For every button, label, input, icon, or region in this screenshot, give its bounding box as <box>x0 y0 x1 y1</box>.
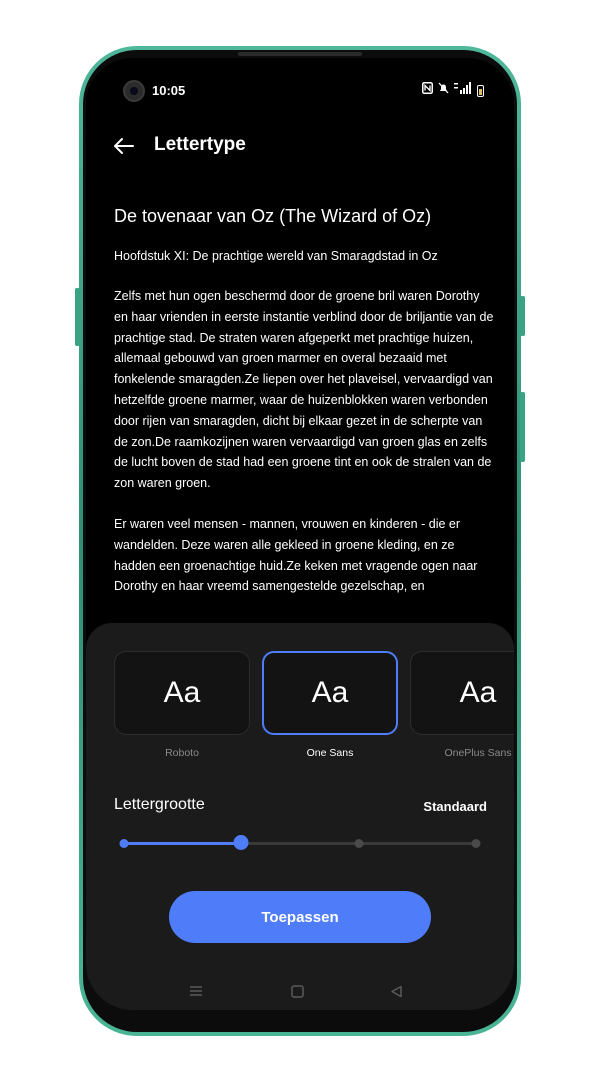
status-time: 10:05 <box>152 83 186 98</box>
font-size-value: Standaard <box>423 799 487 814</box>
font-size-slider[interactable] <box>124 836 476 850</box>
back-icon[interactable] <box>386 983 406 999</box>
page-title: Lettertype <box>154 134 246 155</box>
font-settings-sheet <box>86 623 514 1010</box>
slider-fill <box>124 842 241 845</box>
status-icons <box>422 82 484 99</box>
font-option-one-sans[interactable]: Aa <box>262 651 398 735</box>
home-icon[interactable] <box>287 983 307 999</box>
earpiece-speaker <box>238 52 362 56</box>
article-preview <box>114 204 494 617</box>
slider-step-dot[interactable] <box>354 839 363 848</box>
slider-step-dot[interactable] <box>120 839 129 848</box>
font-option-label: One Sans <box>306 747 354 759</box>
front-camera <box>123 80 145 102</box>
apply-button[interactable]: Toepassen <box>169 891 431 943</box>
volume-button <box>75 288 80 346</box>
paragraph: Er waren veel mensen - mannen, vrouwen en kinderen - die er wandelden. Deze waren alle gekleed in groene kleding, en ze hadden een groenachtige huid.Ze keken met vragende ogen naar Dorothy en haar vreemd samengestelde gezelschap, en <box>114 516 478 594</box>
chapter-title: Hoofdstuk XI: De prachtige wereld van Smaragdstad in Oz <box>114 249 438 263</box>
signal-5g-icon <box>454 82 472 99</box>
font-option-oneplus-sans[interactable]: Aa <box>410 651 514 735</box>
mute-icon <box>438 82 449 99</box>
alert-slider <box>520 296 525 336</box>
font-option-roboto[interactable]: Aa <box>114 651 250 735</box>
font-option-label: Roboto <box>165 747 199 759</box>
slider-thumb[interactable] <box>234 835 249 850</box>
power-button <box>520 392 525 462</box>
nfc-icon <box>422 82 433 99</box>
back-arrow-icon[interactable] <box>112 134 136 158</box>
font-size-label: Lettergrootte <box>114 796 205 813</box>
paragraph: Zelfs met hun ogen beschermd door de groene bril waren Dorothy en haar vrienden in eerste instantie verblind door de briljantie van de prachtige stad. De straten waren afgeperkt met prachtige huizen, allemaal gebouwd van groen marmer en overal bezaaid met fonkelende smaragden.Ze liepen over het plaveisel, vervaardigd van hetzelfde groene marmer, waar de huizenblokken waren verbonden door rijen van smaragden, dicht bij elkaar gezet in de scherpte van de zon.De raamkozijnen waren vervaardigd van groen glas en zelfs de lucht boven de stad had een groene tint en ook de stralen van de zon waren groen. <box>114 289 494 491</box>
book-title: De tovenaar van Oz (The Wizard of Oz) <box>114 206 432 226</box>
screen <box>86 58 514 1010</box>
battery-icon <box>477 85 484 97</box>
slider-step-dot[interactable] <box>472 839 481 848</box>
menu-icon[interactable] <box>186 983 206 999</box>
font-option-label: OnePlus Sans <box>444 747 512 759</box>
